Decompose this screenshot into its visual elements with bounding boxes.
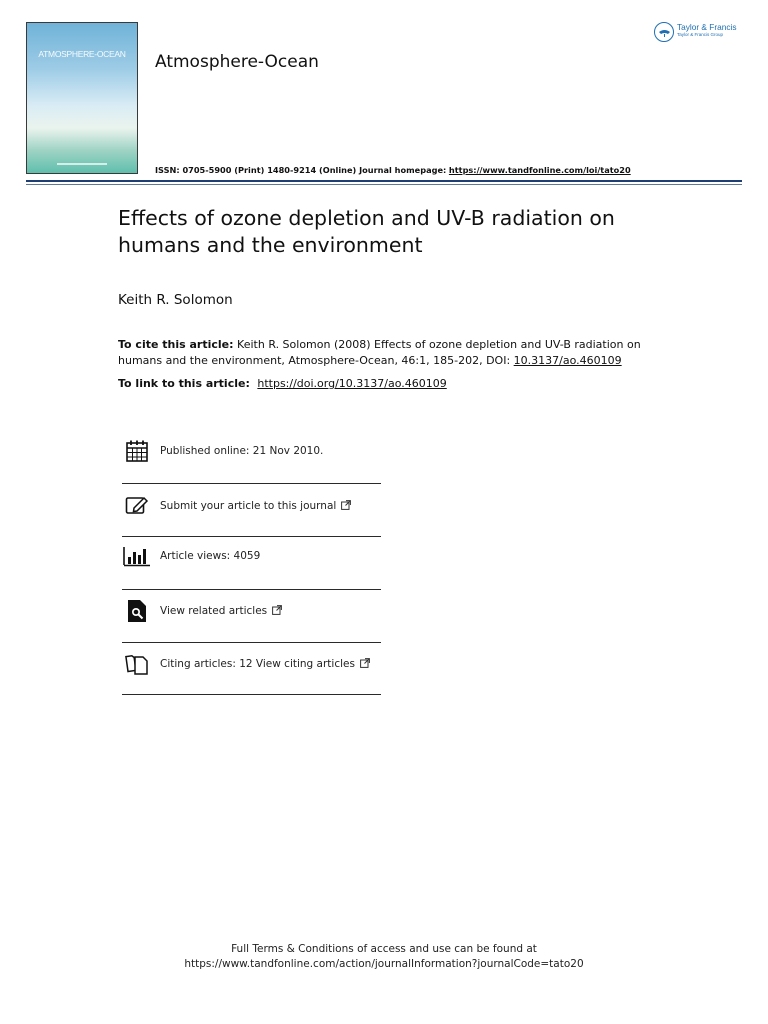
submit-text: Submit your article to this journal xyxy=(160,499,337,512)
divider xyxy=(122,536,381,537)
publisher-subname: Taylor & Francis Group xyxy=(677,32,724,37)
external-link-icon xyxy=(360,658,370,671)
footer-terms xyxy=(0,942,768,972)
journal-cover-image xyxy=(26,22,138,174)
header-rule-thin xyxy=(26,184,742,185)
citing-text: Citing articles: 12 View citing articles xyxy=(160,657,355,670)
published-text: Published online: 21 Nov 2010. xyxy=(160,445,324,457)
issn-label: ISSN: 0705-5900 (Print) 1480-9214 (Online) Journal homepage: xyxy=(155,165,447,175)
publisher-logo xyxy=(654,22,736,42)
journal-name: Atmosphere-Ocean xyxy=(155,52,319,72)
divider xyxy=(122,589,381,590)
article-title: Effects of ozone depletion and UV-B radiation on humans and the environment xyxy=(118,206,615,257)
cover-title: ATMOSPHERE-OCEAN xyxy=(38,49,126,59)
external-link-icon xyxy=(272,605,282,618)
article-link-line xyxy=(118,377,447,390)
submit-article-link[interactable] xyxy=(160,500,351,513)
document-search-icon xyxy=(122,597,152,625)
cover-band xyxy=(57,163,107,165)
views-row xyxy=(122,542,381,570)
bar-chart-icon xyxy=(122,542,152,570)
publisher-name: Taylor & Francis xyxy=(677,22,737,32)
related-row[interactable] xyxy=(122,597,381,625)
publisher-emblem-icon xyxy=(654,22,674,42)
cite-label: To cite this article: xyxy=(118,338,234,351)
lamp-icon xyxy=(656,23,673,40)
citation-documents-icon xyxy=(122,650,152,678)
footer-line-1: Full Terms & Conditions of access and use can be found at xyxy=(231,943,537,955)
published-row xyxy=(122,437,381,465)
cite-text: Keith R. Solomon (2008) Effects of ozone depletion and UV-B radiation on humans and the environment, Atmosphere-Ocean, 46:1, 185-202, DOI: xyxy=(118,338,641,367)
article-doi-link[interactable]: https://doi.org/10.3137/ao.460109 xyxy=(257,377,447,390)
divider xyxy=(122,642,381,643)
link-label: To link to this article: xyxy=(118,377,250,390)
footer-terms-link[interactable]: https://www.tandfonline.com/action/journalInformation?journalCode=tato20 xyxy=(184,958,584,970)
related-text: View related articles xyxy=(160,604,268,617)
divider xyxy=(122,694,381,695)
header-rule xyxy=(26,180,742,182)
related-articles-link[interactable] xyxy=(160,605,282,618)
edit-icon xyxy=(122,492,152,520)
issn-line xyxy=(155,165,631,175)
citing-row[interactable] xyxy=(122,650,381,678)
divider xyxy=(122,483,381,484)
citing-articles-link[interactable] xyxy=(160,658,370,671)
views-text: Article views: 4059 xyxy=(160,550,261,562)
cite-doi-link[interactable]: 10.3137/ao.460109 xyxy=(513,353,622,367)
article-author: Keith R. Solomon xyxy=(118,292,233,308)
journal-homepage-link[interactable]: https://www.tandfonline.com/loi/tato20 xyxy=(448,165,631,175)
calendar-icon xyxy=(122,437,152,465)
external-link-icon xyxy=(341,500,351,513)
citation-block xyxy=(118,337,658,368)
submit-row[interactable] xyxy=(122,492,381,520)
